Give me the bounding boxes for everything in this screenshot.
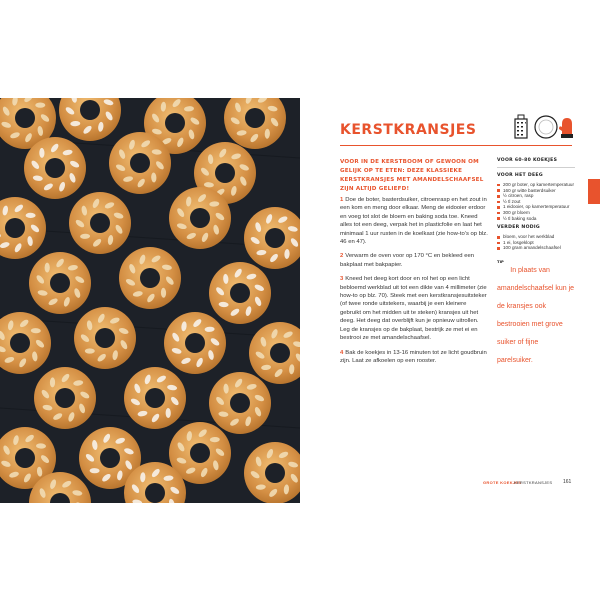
list-item: ½ citroen, rasp — [497, 193, 575, 199]
cookie-ring — [34, 367, 96, 429]
title-divider — [340, 145, 572, 146]
list-item: 1 eidooier, op kamertemperatuur — [497, 204, 575, 210]
list-item: bloem, voor het werkblad — [497, 234, 575, 240]
tip-text: In plaats van amandelschaafsel kun je de kransjes ook bestrooien met grove suiker of fijne parelsuiker. — [497, 266, 575, 364]
extra-list — [497, 234, 575, 251]
step-text: Doe de boter, basterdsuiker, citroenrasp en het zout in een kom en meng door elkaar. Meng de eidooier erdoor en voeg tot slot de bloem en baking soda toe. Kneed alles tot een deeg, verpak het in plasticfolie en laat het minimaal 1 uur rusten in de koelkast (zie how-to’s op blz. 46 en 47). — [340, 197, 488, 246]
step-text: Verwarm de oven voor op 170 °C en bekleed een bakplaat met bakpapier. — [340, 253, 475, 268]
recipe-steps — [340, 196, 488, 371]
step-2 — [340, 252, 488, 269]
footer-section: GROTE KOEKJES — [483, 480, 522, 485]
chapter-tab — [588, 179, 600, 204]
cookie-ring — [74, 307, 136, 369]
cookie-ring — [69, 192, 131, 254]
step-3 — [340, 275, 488, 342]
plate-icon — [535, 116, 557, 138]
step-number: 3 — [340, 276, 344, 283]
cookie-ring — [164, 312, 226, 374]
footer-recipe: KERSTKRANSJES — [514, 480, 553, 485]
page-footer — [483, 479, 573, 487]
ingredients-divider — [497, 167, 575, 168]
cookie-photo — [0, 98, 300, 503]
cookie-ring — [169, 187, 231, 249]
yield-heading: VOOR 60-80 KOEKJES — [497, 158, 558, 163]
equipment-icons — [514, 114, 574, 140]
oven-mitt-icon — [559, 118, 573, 138]
step-number: 4 — [340, 349, 344, 356]
list-item: ½ tl baking soda — [497, 216, 575, 222]
cookie-ring — [124, 367, 186, 429]
cookie-ring — [209, 262, 271, 324]
cookie-ring — [109, 132, 171, 194]
recipe-intro: VOOR IN DE KERSTBOOM OF GEWOON OM GELIJK OP TE ETEN: DEZE KLASSIEKE KERSTKRANSJES MET AMANDELSCHAAFSEL ZIJN ALTIJD GELIEFD! — [340, 159, 484, 192]
step-number: 1 — [340, 197, 344, 203]
step-1 — [340, 196, 488, 246]
cookie-ring — [119, 247, 181, 309]
cookie-ring — [209, 372, 271, 434]
dough-heading: VOOR HET DEEG — [497, 173, 543, 178]
step-text: Kneed het deeg kort door en rol het op een licht bebloemd werkblad uit tot een dikte van 4 millimeter (zie how-to op blz. 70). Steek met een kerstkransjesuitsteker (of twee ronde uitstekers, waarbij je een kleinere gebruikt om het midden uit te steken) kransjes uit het deeg. Het deeg dat overblijft kun je opnieuw uitrollen. Leg de kransjes op de bakplaat, bestrijk ze met ei en bestrooi ze met amandelschaafsel. — [340, 276, 487, 342]
list-item: 300 gr bloem — [497, 210, 575, 216]
list-item: 1 ei, losgeklopt — [497, 240, 575, 246]
list-item: 100 gram amandelschaafsel — [497, 245, 575, 251]
step-text: Bak de koekjes in 13-16 minuten tot ze licht goudbruin zijn. Laat ze afkoelen op een rooster. — [340, 349, 487, 364]
dough-list — [497, 182, 575, 221]
grater-icon — [515, 115, 527, 138]
step-4 — [340, 349, 488, 366]
cookie-ring — [29, 252, 91, 314]
ingredients-panel — [497, 158, 575, 367]
cookie-ring — [24, 137, 86, 199]
step-number: 2 — [340, 253, 344, 260]
list-item: 160 gr witte basterdsuiker — [497, 188, 575, 194]
recipe-title: KERSTKRANSJES — [340, 122, 477, 138]
extra-heading: VERDER NODIG — [497, 225, 540, 231]
list-item: 200 gr boter, op kamertemperatuur — [497, 182, 575, 188]
recipe-tip — [497, 259, 575, 367]
page-number: 161 — [563, 479, 572, 485]
list-item: ½ tl zout — [497, 199, 575, 205]
tip-label: TIP — [497, 258, 504, 264]
